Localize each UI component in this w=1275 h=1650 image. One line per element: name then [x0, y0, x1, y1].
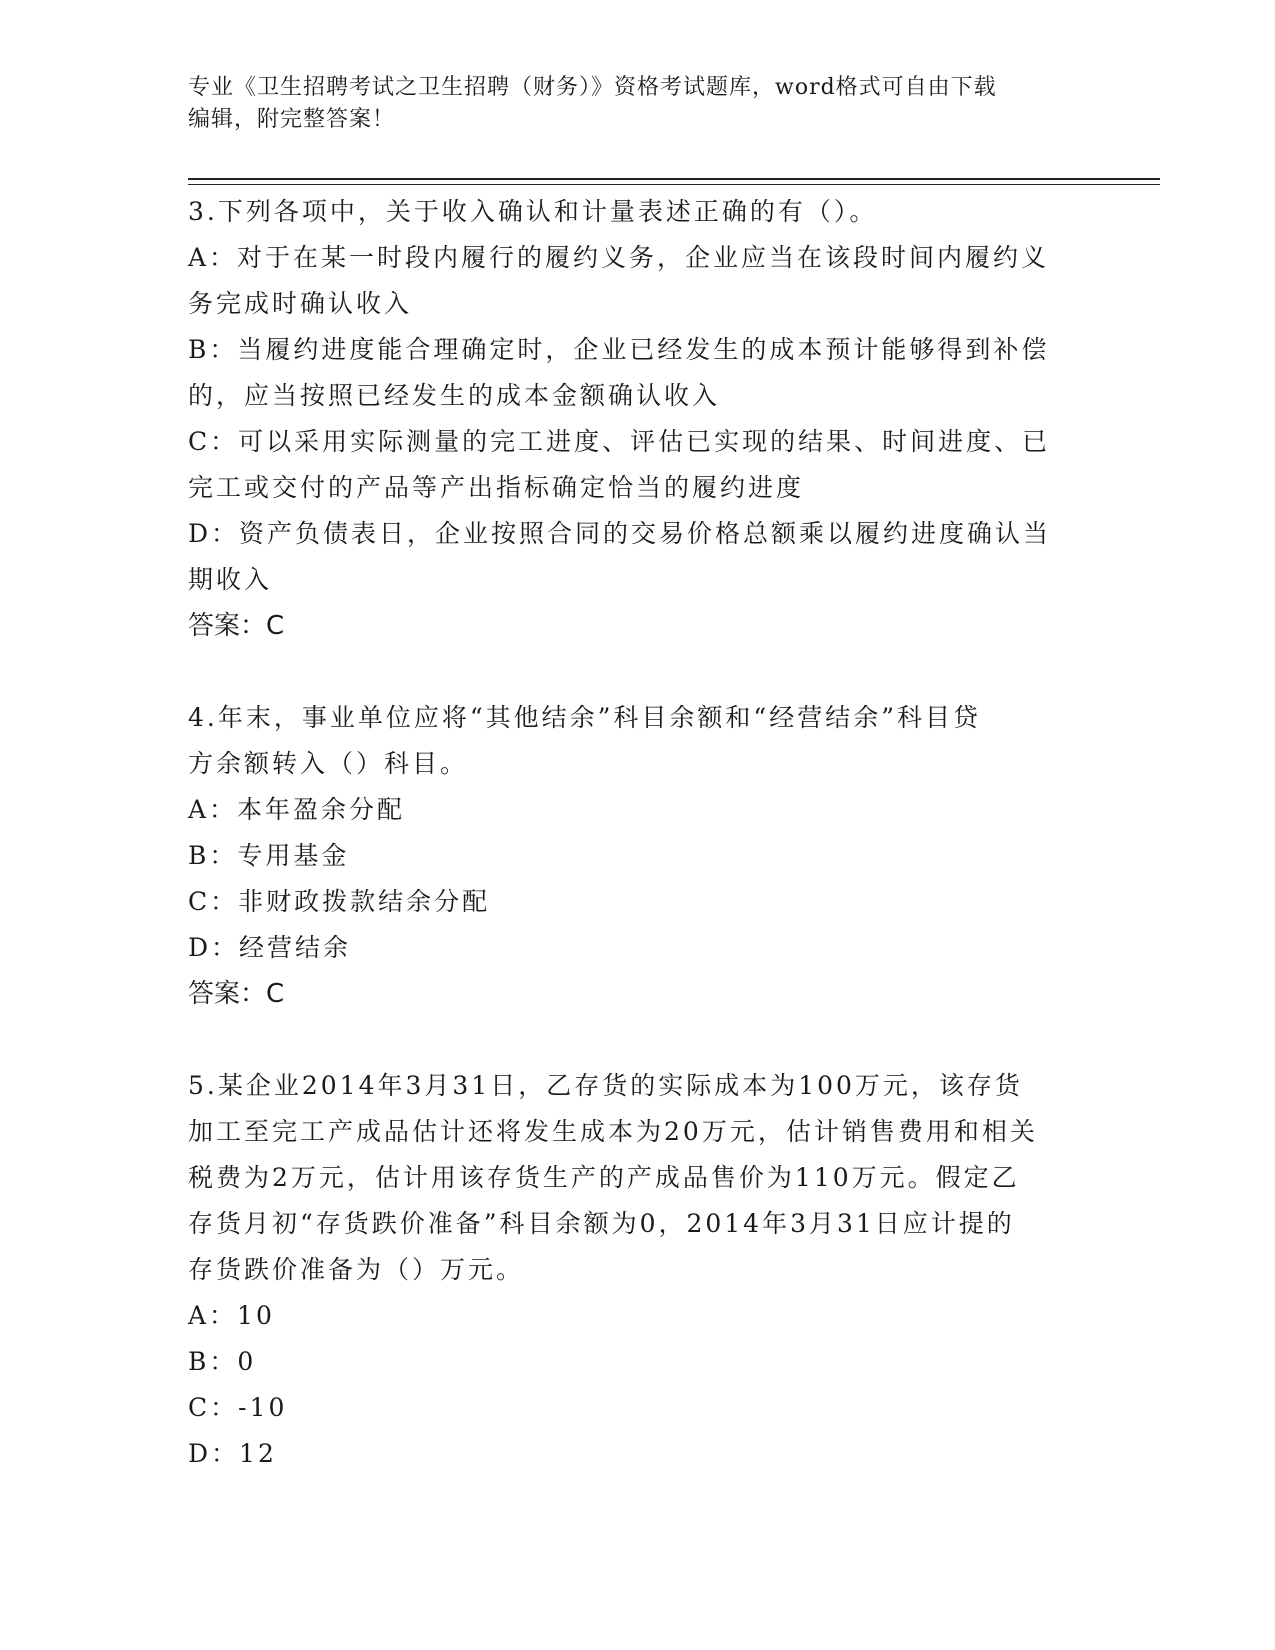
question-stem-line: 4.年末，事业单位应将“其他结余”科目余额和“经营结余”科目贷: [188, 703, 981, 732]
question-stem-line: 存货月初“存货跌价准备”科目余额为0，2014年3月31日应计提的: [188, 1209, 1015, 1238]
question-stem-line: 税费为2万元，估计用该存货生产的产成品售价为110万元。假定乙: [188, 1163, 1020, 1192]
spacer: [188, 649, 1088, 695]
option-b: [188, 327, 1088, 419]
option-b: B：专用基金: [188, 841, 350, 870]
option-line: 期收入: [188, 565, 273, 594]
header-line-2: 编辑，附完整答案！: [188, 107, 396, 132]
question-stem-line: 加工至完工产成品估计还将发生成本为20万元，估计销售费用和相关: [188, 1117, 1038, 1146]
option-a: A：本年盈余分配: [188, 795, 406, 824]
answer-line: 答案：C: [188, 611, 285, 641]
question-stem-line: 5.某企业2014年3月31日，乙存货的实际成本为100万元，该存货: [188, 1071, 1023, 1100]
option-line: B：当履约进度能合理确定时，企业已经发生的成本预计能够得到补偿: [188, 335, 1050, 364]
option-line: D：资产负债表日，企业按照合同的交易价格总额乘以履约进度确认当: [188, 519, 1052, 548]
question-3: [188, 189, 1088, 649]
header-divider-thick: [188, 178, 1160, 180]
option-c: C：非财政拨款结余分配: [188, 887, 491, 916]
option-c: C：-10: [188, 1393, 288, 1422]
spacer: [188, 1017, 1088, 1063]
option-a: A：10: [188, 1301, 275, 1330]
question-list: [188, 189, 1088, 1477]
header-divider-thin: [188, 184, 1160, 185]
option-c: [188, 419, 1088, 511]
question-5: [188, 1063, 1088, 1477]
option-line: 务完成时确认收入: [188, 289, 413, 318]
answer-line: 答案：C: [188, 979, 285, 1009]
document-header: [188, 72, 1088, 136]
option-d: D：经营结余: [188, 933, 352, 962]
option-b: B：0: [188, 1347, 257, 1376]
option-line: C：可以采用实际测量的完工进度、评估已实现的结果、时间进度、已: [188, 427, 1051, 456]
option-a: [188, 235, 1088, 327]
option-line: A：对于在某一时段内履行的履约义务，企业应当在该段时间内履约义: [188, 243, 1050, 272]
option-line: 的，应当按照已经发生的成本金额确认收入: [188, 381, 721, 410]
question-stem-line: 3.下列各项中，关于收入确认和计量表述正确的有（）。: [188, 197, 878, 226]
option-d: D：12: [188, 1439, 277, 1468]
question-4: [188, 695, 1088, 1017]
question-stem-line: 存货跌价准备为（）万元。: [188, 1255, 525, 1284]
option-line: 完工或交付的产品等产出指标确定恰当的履约进度: [188, 473, 805, 502]
header-line-1: 专业《卫生招聘考试之卫生招聘（财务）》资格考试题库，word格式可自由下载: [188, 75, 997, 100]
question-stem-line: 方余额转入（）科目。: [188, 749, 469, 778]
option-d: [188, 511, 1088, 603]
